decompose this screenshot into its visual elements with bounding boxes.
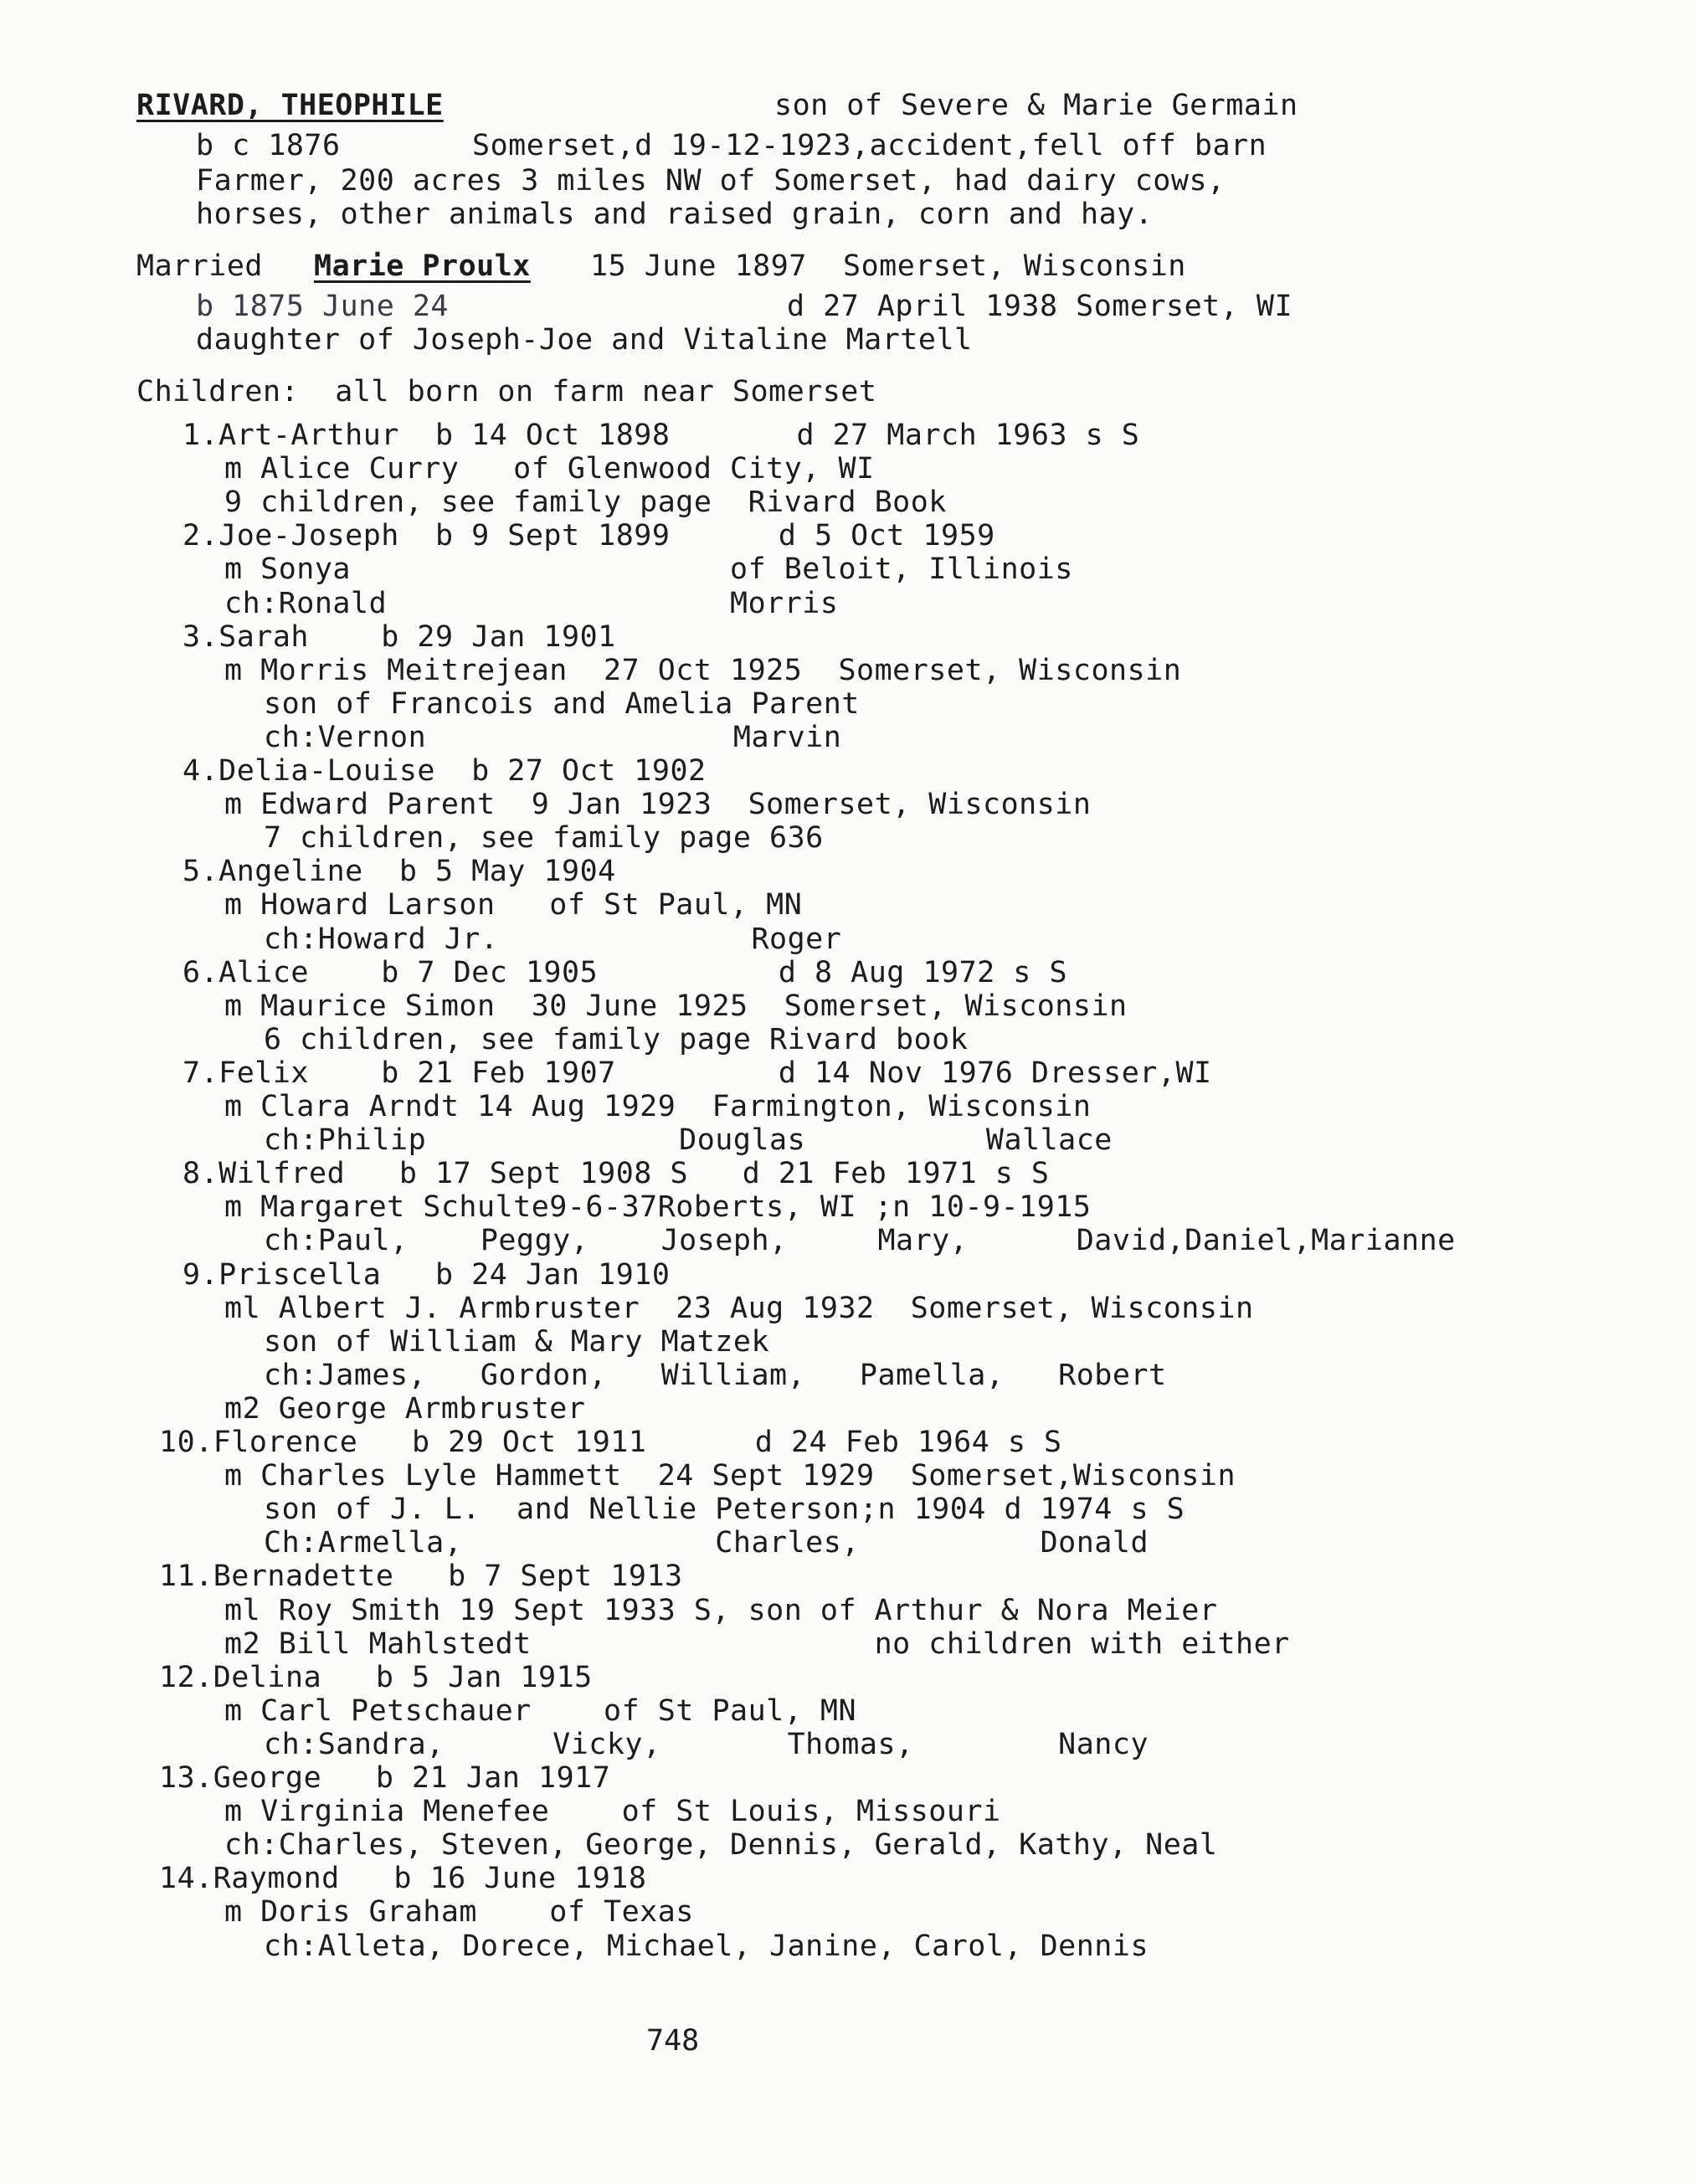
spouse-birth: b 1875 June 24 [196, 290, 450, 323]
children-line: ch:James, Gordon, William, Pamella, Robert [264, 1359, 1167, 1392]
children-line: 6.Alice b 7 Dec 1905 d 8 Aug 1972 s S [182, 956, 1068, 989]
spouse-name: Marie Proulx [314, 249, 531, 283]
children-line: m Margaret Schulte9-6-37Roberts, WI ;n 10-9-1915 [224, 1190, 1092, 1224]
children-line: ch:Paul, Peggy, Joseph, Mary, David,Daniel,Marianne [264, 1224, 1456, 1257]
children-line: m Maurice Simon 30 June 1925 Somerset, Wisconsin [224, 989, 1128, 1023]
person-parents: son of Severe & Marie Germain [774, 89, 1298, 122]
children-line: ch:Charles, Steven, George, Dennis, Gerald, Kathy, Neal [224, 1828, 1218, 1862]
children-line: ml Roy Smith 19 Sept 1933 S, son of Arthur & Nora Meier [224, 1594, 1218, 1627]
children-line: ch:Vernon Marvin [264, 721, 842, 754]
children-line: 4.Delia-Louise b 27 Oct 1902 [182, 754, 707, 788]
children-line: 9 children, see family page Rivard Book [224, 486, 947, 519]
children-line: m Alice Curry of Glenwood City, WI [224, 452, 875, 486]
children-line: 8.Wilfred b 17 Sept 1908 S d 21 Feb 1971 s S [182, 1157, 1050, 1190]
children-line: m Doris Graham of Texas [224, 1895, 694, 1929]
children-line: 5.Angeline b 5 May 1904 [182, 855, 616, 888]
children-heading: Children: all born on farm near Somerset [136, 375, 877, 409]
children-line: ch:Philip Douglas Wallace [264, 1123, 1113, 1157]
children-line: 13.George b 21 Jan 1917 [159, 1761, 611, 1795]
children-line: 14.Raymond b 16 June 1918 [159, 1862, 647, 1895]
children-line: Ch:Armella, Charles, Donald [264, 1526, 1149, 1560]
children-line: ch:Ronald Morris [224, 587, 839, 620]
children-line: son of Francois and Amelia Parent [264, 687, 860, 721]
page-number: 748 [646, 2024, 700, 2058]
children-line: m Howard Larson of St Paul, MN [224, 888, 803, 922]
children-line: ch:Howard Jr. Roger [264, 922, 842, 956]
spouse-death: d 27 April 1938 Somerset, WI [787, 290, 1293, 323]
person-occupation-1: Farmer, 200 acres 3 miles NW of Somerset, had dairy cows, [196, 164, 1226, 198]
children-line: m2 Bill Mahlstedt no children with either [224, 1627, 1290, 1661]
children-line: ml Albert J. Armbruster 23 Aug 1932 Somerset, Wisconsin [224, 1292, 1254, 1325]
children-line: 1.Art-Arthur b 14 Oct 1898 d 27 March 1963 s S [182, 419, 1140, 452]
children-line: m Sonya of Beloit, Illinois [224, 552, 1073, 586]
marriage-label: Married [136, 249, 264, 283]
children-line: 7 children, see family page 636 [264, 821, 824, 855]
children-line: 6 children, see family page Rivard book [264, 1023, 969, 1056]
children-line: 3.Sarah b 29 Jan 1901 [182, 620, 616, 654]
children-line: m2 George Armbruster [224, 1392, 586, 1426]
children-line: m Morris Meitrejean 27 Oct 1925 Somerset, Wisconsin [224, 654, 1182, 687]
children-line: son of J. L. and Nellie Peterson;n 1904 d 1974 s S [264, 1493, 1185, 1526]
children-line: 7.Felix b 21 Feb 1907 d 14 Nov 1976 Dresser,WI [182, 1056, 1212, 1090]
person-birth: b c 1876 [196, 129, 341, 162]
children-line: ch:Sandra, Vicky, Thomas, Nancy [264, 1728, 1149, 1761]
children-line: m Carl Petschauer of St Paul, MN [224, 1694, 857, 1728]
spouse-parents: daughter of Joseph-Joe and Vitaline Martell [196, 323, 973, 357]
children-line: 2.Joe-Joseph b 9 Sept 1899 d 5 Oct 1959 [182, 519, 995, 552]
children-line: 10.Florence b 29 Oct 1911 d 24 Feb 1964 s S [159, 1426, 1062, 1459]
marriage-details: 15 June 1897 Somerset, Wisconsin [590, 249, 1186, 283]
children-line: m Charles Lyle Hammett 24 Sept 1929 Somerset,Wisconsin [224, 1459, 1236, 1493]
children-line: m Virginia Menefee of St Louis, Missouri [224, 1795, 1001, 1828]
children-line: m Edward Parent 9 Jan 1923 Somerset, Wisconsin [224, 788, 1092, 821]
person-name: RIVARD, THEOPHILE [136, 89, 444, 122]
children-line: son of William & Mary Matzek [264, 1325, 770, 1359]
children-line: ch:Alleta, Dorece, Michael, Janine, Carol, Dennis [264, 1930, 1149, 1963]
person-occupation-2: horses, other animals and raised grain, corn and hay. [196, 198, 1154, 231]
children-line: 12.Delina b 5 Jan 1915 [159, 1661, 593, 1694]
children-line: m Clara Arndt 14 Aug 1929 Farmington, Wisconsin [224, 1090, 1092, 1123]
children-line: 9.Priscella b 24 Jan 1910 [182, 1258, 671, 1292]
person-death: Somerset,d 19-12-1923,accident,fell off barn [472, 129, 1267, 162]
children-line: 11.Bernadette b 7 Sept 1913 [159, 1560, 683, 1593]
